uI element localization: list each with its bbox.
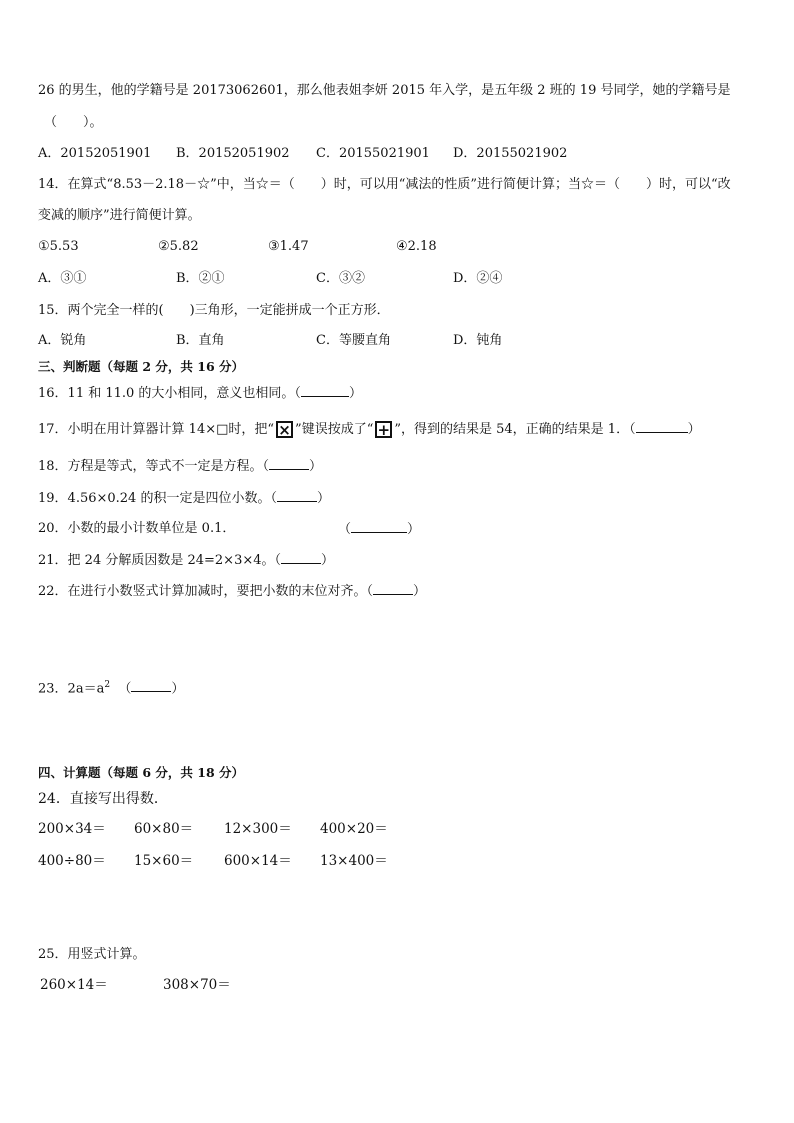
paren-close: ） xyxy=(316,491,330,506)
question-20-answer xyxy=(338,520,420,539)
q13-option-b: B．20152051902 xyxy=(176,146,290,161)
paren-close: ） xyxy=(407,522,421,537)
question-18 xyxy=(38,457,322,476)
answer-blank[interactable] xyxy=(373,582,413,595)
section-4-heading: 四、计算题（每题 6 分，共 18 分） xyxy=(38,765,245,780)
question-14-text-cont: 变减的顺序”进行简便计算。 xyxy=(38,208,201,223)
exponent: 2 xyxy=(104,680,111,690)
calc-item: 200×34＝ xyxy=(38,821,106,837)
question-16-text: 16．11 和 11.0 的大小相同，意义也相同。（ xyxy=(38,386,301,401)
question-22 xyxy=(38,582,426,601)
q14-option-a: A．③① xyxy=(38,271,87,286)
answer-blank[interactable] xyxy=(281,551,321,564)
q14-option-d: D．②④ xyxy=(453,271,503,286)
calc-item: 400÷80＝ xyxy=(38,853,106,869)
q15-option-c: C．等腰直角 xyxy=(316,333,391,348)
paren-close: ） xyxy=(321,553,335,568)
q14-choice-3: ③1.47 xyxy=(268,239,309,254)
multiply-key-icon: × xyxy=(276,421,293,438)
paren-close: ） xyxy=(687,422,701,437)
question-18-text: 18．方程是等式，等式不一定是方程。（ xyxy=(38,459,270,474)
question-21-text: 21．把 24 分解质因数是 24=2×3×4。（ xyxy=(38,553,282,568)
answer-blank[interactable] xyxy=(277,489,317,502)
question-13-paren: （ ）。 xyxy=(44,115,103,130)
q15-option-a: A．锐角 xyxy=(38,333,87,348)
paren-close: ） xyxy=(348,386,362,401)
calc-item: 400×20＝ xyxy=(320,821,388,837)
question-13-text: 26 的男生，他的学籍号是 20173062601，那么他表姐李妍 2015 年入学，是五年级 2 班的 19 号同学，她的学籍号是 xyxy=(38,83,731,98)
calc-item: 260×14＝ xyxy=(40,977,108,993)
question-24-title: 24．直接写出得数． xyxy=(38,791,168,807)
answer-blank[interactable] xyxy=(269,457,309,470)
question-22-text: 22．在进行小数竖式计算加减时，要把小数的末位对齐。（ xyxy=(38,584,374,599)
question-17-text-a: 17．小明在用计算器计算 14×□时，把“ xyxy=(38,422,275,437)
question-17-text-c: ”，得到的结果是 54，正确的结果是 1．（ xyxy=(394,422,636,437)
paren-close: ） xyxy=(309,459,323,474)
calc-item: 60×80＝ xyxy=(134,821,194,837)
q15-option-b: B．直角 xyxy=(176,333,225,348)
paren-open: （ xyxy=(338,522,352,537)
calc-item: 13×400＝ xyxy=(320,853,388,869)
paren-open: （ xyxy=(118,681,132,697)
question-17 xyxy=(38,420,701,439)
question-15-text: 15．两个完全一样的( )三角形，一定能拼成一个正方形． xyxy=(38,303,390,318)
answer-blank[interactable] xyxy=(131,679,171,692)
question-17-text-b: ”键误按成了“ xyxy=(295,422,374,437)
calc-item: 12×300＝ xyxy=(224,821,292,837)
question-20 xyxy=(38,520,235,538)
question-20-text: 20．小数的最小计数单位是 0.1． xyxy=(38,521,236,536)
question-16 xyxy=(38,384,362,403)
paren-close: ） xyxy=(171,681,185,697)
question-19 xyxy=(38,489,330,508)
paren-close: ） xyxy=(413,584,427,599)
calc-item: 308×70＝ xyxy=(163,977,231,993)
question-21 xyxy=(38,551,334,570)
q15-option-d: D．钝角 xyxy=(453,333,503,348)
calc-item: 15×60＝ xyxy=(134,853,194,869)
q14-option-c: C．③② xyxy=(316,271,365,286)
calc-item: 600×14＝ xyxy=(224,853,292,869)
question-23-text: 23．2a＝a xyxy=(38,681,105,697)
question-14-text: 14．在算式“8.53－2.18－☆”中，当☆＝（ ）时，可以用“减法的性质”进行简便计算；当☆＝（ ）时，可以“改 xyxy=(38,177,731,192)
plus-key-icon: + xyxy=(375,421,392,438)
q13-option-d: D．20155021902 xyxy=(453,146,568,161)
answer-blank[interactable] xyxy=(301,384,349,397)
answer-blank[interactable] xyxy=(351,520,407,533)
answer-blank[interactable] xyxy=(636,420,688,433)
question-25-title: 25．用竖式计算。 xyxy=(38,947,146,962)
section-3-heading: 三、判断题（每题 2 分，共 16 分） xyxy=(38,359,245,374)
question-23 xyxy=(38,676,184,698)
q13-option-c: C．20155021901 xyxy=(316,146,430,161)
q14-choice-1: ①5.53 xyxy=(38,239,79,254)
q13-option-a: A．20152051901 xyxy=(38,146,152,161)
q14-choice-4: ④2.18 xyxy=(396,239,437,254)
q14-option-b: B．②① xyxy=(176,271,225,286)
q14-choice-2: ②5.82 xyxy=(158,239,199,254)
question-19-text: 19．4.56×0.24 的积一定是四位小数。（ xyxy=(38,491,277,506)
